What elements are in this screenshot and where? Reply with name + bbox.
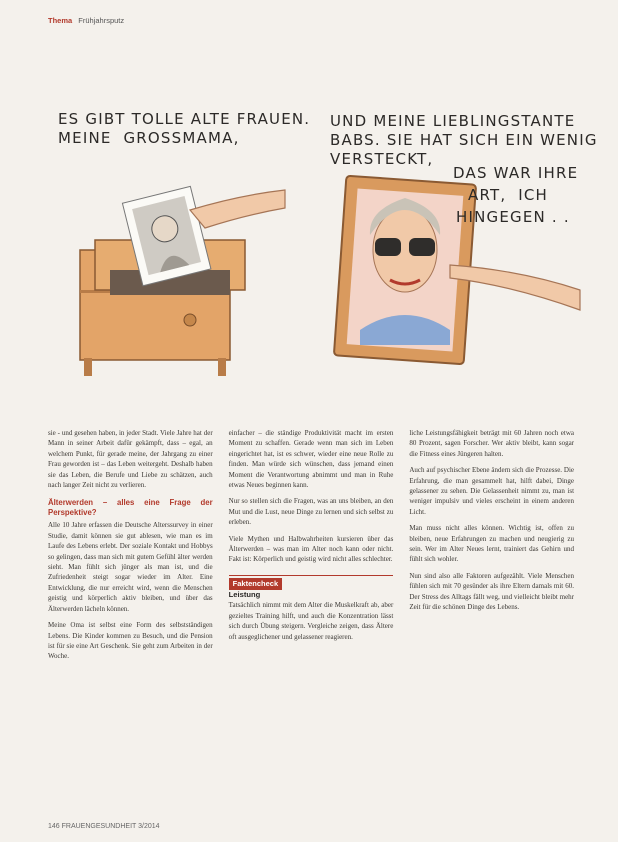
left-hand bbox=[190, 190, 285, 228]
comic-caption-right-4: HINGEGEN . . bbox=[456, 208, 570, 226]
paragraph: Nun sind also alle Faktoren aufgezählt. Viele Menschen fühlen sich mit 70 gesünder als ihre Eltern damals mit 60. Der Stress des Alltags fällt weg, und vielleicht bleibt mehr Zeit für die schönen Dinge des Lebens. bbox=[409, 571, 575, 612]
paragraph: einfacher – die ständige Produktivität macht im ersten Moment zu schaffen. Gerade wenn man sich im Leben eingerichtet hat, ist es schwer, wieder eine neue Rolle zu finden. Man würde sich wünschen, dass jemand einen Moment die Verantwortung abnimmt und man in Ruhe etwas Neues beginnen kann. bbox=[228, 429, 394, 490]
paragraph: Nur so stellen sich die Fragen, was an uns bleiben, an den Mut und die Lust, neue Dinge zu lernen und sich selbst zu erleben. bbox=[228, 497, 394, 527]
fact-check-box bbox=[229, 575, 394, 642]
comic-caption-right-3: ART, ICH bbox=[468, 186, 549, 204]
paragraph: Viele Mythen und Halbwahrheiten kursieren über das Älterwerden – was man im Alter noch kann oder nicht. Fakt ist: Körperlich und geistig wird nicht alles schlechter. bbox=[228, 534, 394, 564]
paragraph: Auch auf psychischer Ebene ändern sich die Prozesse. Die Erfahrung, die man gesammelt hat, hilft dabei, Dinge gelassener zu sehen. Die Gelassenheit nimmt zu, man ist weniger impulsiv und vieles erscheint in einem anderen Licht. bbox=[409, 466, 575, 516]
comic-caption-right-2: DAS WAR IHRE bbox=[453, 164, 579, 182]
paragraph: liche Leistungsfähigkeit beträgt mit 60 Jahren noch etwa 80 Prozent, sagen Forscher. Wer aktiv bleibt, kann sogar die Fitness eines Jüngeren halten. bbox=[409, 429, 575, 458]
paragraph: Alle 10 Jahre erfassen die Deutsche Alterssurvey in einer Studie, damit können sie gut ablesen, wie man es im Laufe des Lebens erlebt. Der soziale Kontakt und Hobbys so gelingen, dass man sich mit gutem Gefühl älter werden sieht. Man fühlt sich jünger als man ist, und die Zufriedenheit steigt sogar wieder im Alter. Eine Entwicklung, die nur erreicht wird, wenn die Menschen geistig und körperlich aktiv bleiben, und über das Älterwerden lächeln können. bbox=[48, 521, 213, 613]
rubric-section: Frühjahrsputz bbox=[78, 16, 125, 25]
paragraph: Meine Oma ist selbst eine Form des selbstständigen Lebens. Die Kinder kommen zu Besuch, und die Pension ist für sie eine Art Geschenk. Sie geht zum Arbeiten in der Woche. bbox=[48, 621, 213, 661]
fact-check-label: Faktencheck bbox=[229, 578, 282, 590]
fact-check-heading: Leistung bbox=[228, 590, 261, 600]
comic-caption-left: ES GIBT TOLLE ALTE FRAUEN. MEINE GROSSMAMA, bbox=[58, 110, 311, 147]
subheading: Älterwerden – alles eine Frage der Perspektive? bbox=[48, 498, 213, 518]
article-column-2 bbox=[229, 428, 394, 808]
article-column-3 bbox=[409, 428, 574, 808]
page-footer: 146 FRAUENGESUNDHEIT 3/2014 bbox=[48, 823, 160, 830]
comic-caption-right-1: UND MEINE LIEBLINGSTANTE BABS. SIE HAT SICH EIN WENIG VERSTECKT, bbox=[330, 112, 598, 168]
section-rubric bbox=[48, 16, 124, 25]
paragraph: sie - und gesehen haben, in jeder Stadt. Viele Jahre hat der Mann in seiner Arbeit dafür gekämpft, dass – egal, an welchem Punkt, für gerade meine, der Jahrgang zu einer Frau geworden ist – das Leben weitergeht. Deshalb haben sie das Leben, die Berufe und Liebe zu schätzen, auch nach langer Zeit nicht zu verlieren. bbox=[48, 429, 213, 490]
rubric-label: Thema bbox=[48, 16, 73, 25]
paragraph: Man muss nicht alles können. Wichtig ist, offen zu bleiben, neue Erfahrungen zu machen und neugierig zu sein. Wer im Alter Neues lernt, trainiert das Gehirn und fühlt sich wohler. bbox=[409, 524, 575, 564]
article-body bbox=[48, 428, 574, 808]
article-column-1 bbox=[48, 428, 213, 808]
paragraph: Tatsächlich nimmt mit dem Alter die Muskelkraft ab, aber gezieltes Training hilft, und auch die Konzentration lässt sich durch Übung steigern. Vergleiche zeigen, dass Ältere oft ausgeglichener und gelassener reagieren. bbox=[228, 601, 394, 641]
